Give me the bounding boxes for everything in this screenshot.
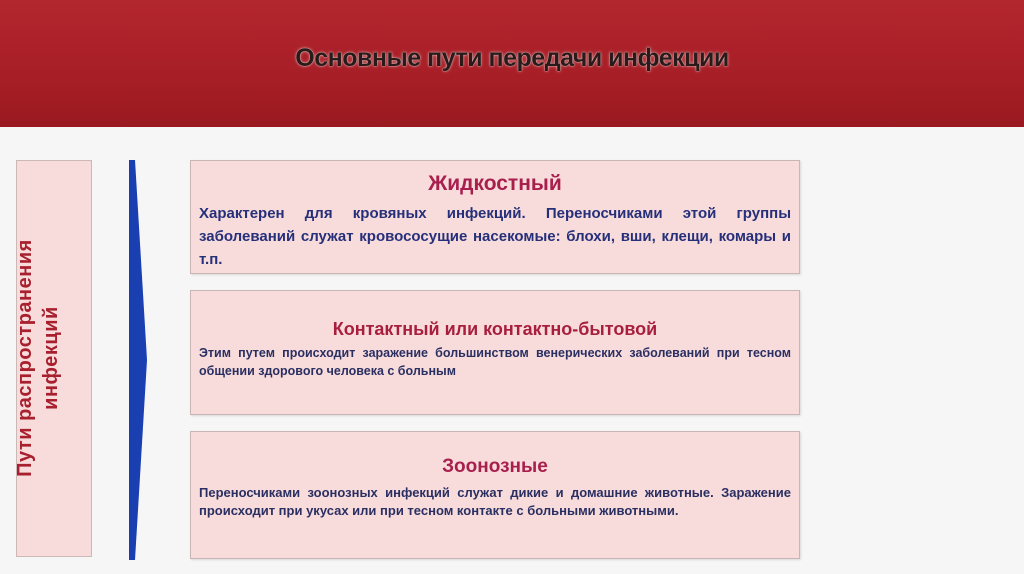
slide-header — [0, 0, 1024, 127]
card-contact — [190, 290, 800, 415]
sidebar-label: Пути распространения инфекций — [14, 239, 62, 477]
arrow-shape — [129, 160, 147, 560]
card-zoonotic — [190, 431, 800, 559]
slide-title: Основные пути передачи инфекции — [295, 44, 729, 72]
card-title: Зоонозные — [442, 456, 548, 477]
card-text: Характерен для кровяных инфекций. Переносчиками этой группы заболеваний служат кровососущие насекомые: блохи, вши, клещи, комары и т.п. — [199, 205, 791, 268]
card-liquid — [190, 160, 800, 274]
card-title: Контактный или контактно-бытовой — [332, 319, 658, 339]
card-text: Этим путем происходит заражение большинством венерических заболеваний при тесном общении здорового человека с больным — [199, 346, 791, 378]
card-title: Жидкостный — [428, 172, 562, 195]
chevron-arrow-icon — [125, 160, 151, 560]
card-text: Переносчиками зоонозных инфекций служат дикие и домашние животные. Заражение происходит при укусах или при тесном контакте с больными животными. — [199, 485, 791, 518]
